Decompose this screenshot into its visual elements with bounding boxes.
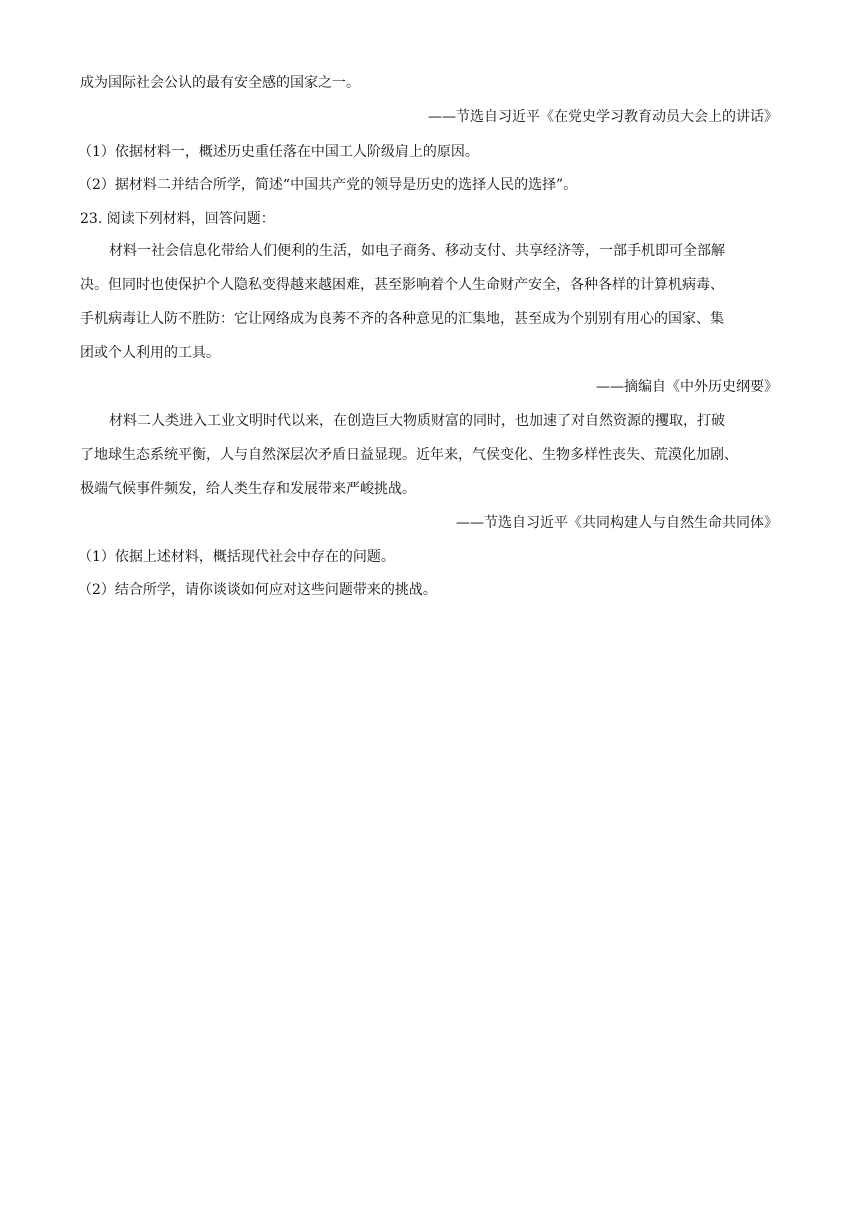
question-23-heading: 23. 阅读下列材料，回答问题：	[80, 211, 275, 227]
previous-question-2: （2）据材料二并结合所学，简述“中国共产党的领导是历史的选择人民的选择”。	[78, 177, 578, 193]
previous-material-source: ——节选自习近平《在党史学习教育动员大会上的讲话》	[428, 109, 778, 125]
material-2-line: 极端气候事件频发，给人类生存和发展带来严峻挑战。	[80, 481, 416, 497]
previous-material-tail: 成为国际社会公认的最有安全感的国家之一。	[80, 75, 360, 91]
material-1-line: 决。但同时也使保护个人隐私变得越来越困难，甚至影响着个人生命财产安全，各种各样的计算机病毒、	[80, 277, 724, 293]
material-2-source: ——节选自习近平《共同构建人与自然生命共同体》	[456, 515, 778, 531]
material-1-line: 团或个人利用的工具。	[80, 345, 220, 361]
previous-question-1: （1）依据材料一，概述历史重任落在中国工人阶级肩上的原因。	[78, 144, 479, 160]
material-2-line: 了地球生态系统平衡，人与自然深层次矛盾日益显现。近年来，气侯变化、生物多样性丧失、荒漠化加剧、	[80, 447, 738, 463]
material-1-line: 材料一社会信息化带给人们便利的生活，如电子商务、移动支付、共享经济等，一部手机即可全部解	[109, 243, 725, 259]
material-1-source: ——摘编自《中外历史纲要》	[596, 379, 778, 395]
question-23-part-1: （1）依据上述材料，概括现代社会中存在的问题。	[78, 549, 395, 565]
material-2-line: 材料二人类进入工业文明时代以来，在创造巨大物质财富的同时，也加速了对自然资源的攫取，打破	[109, 413, 725, 429]
question-23-part-2: （2）结合所学，请你谈谈如何应对这些问题带来的挑战。	[78, 582, 437, 598]
material-1-line: 手机病毒让人防不胜防：它让网络成为良莠不齐的各种意见的汇集地，甚至成为个别别有用心的国家、集	[80, 311, 724, 327]
